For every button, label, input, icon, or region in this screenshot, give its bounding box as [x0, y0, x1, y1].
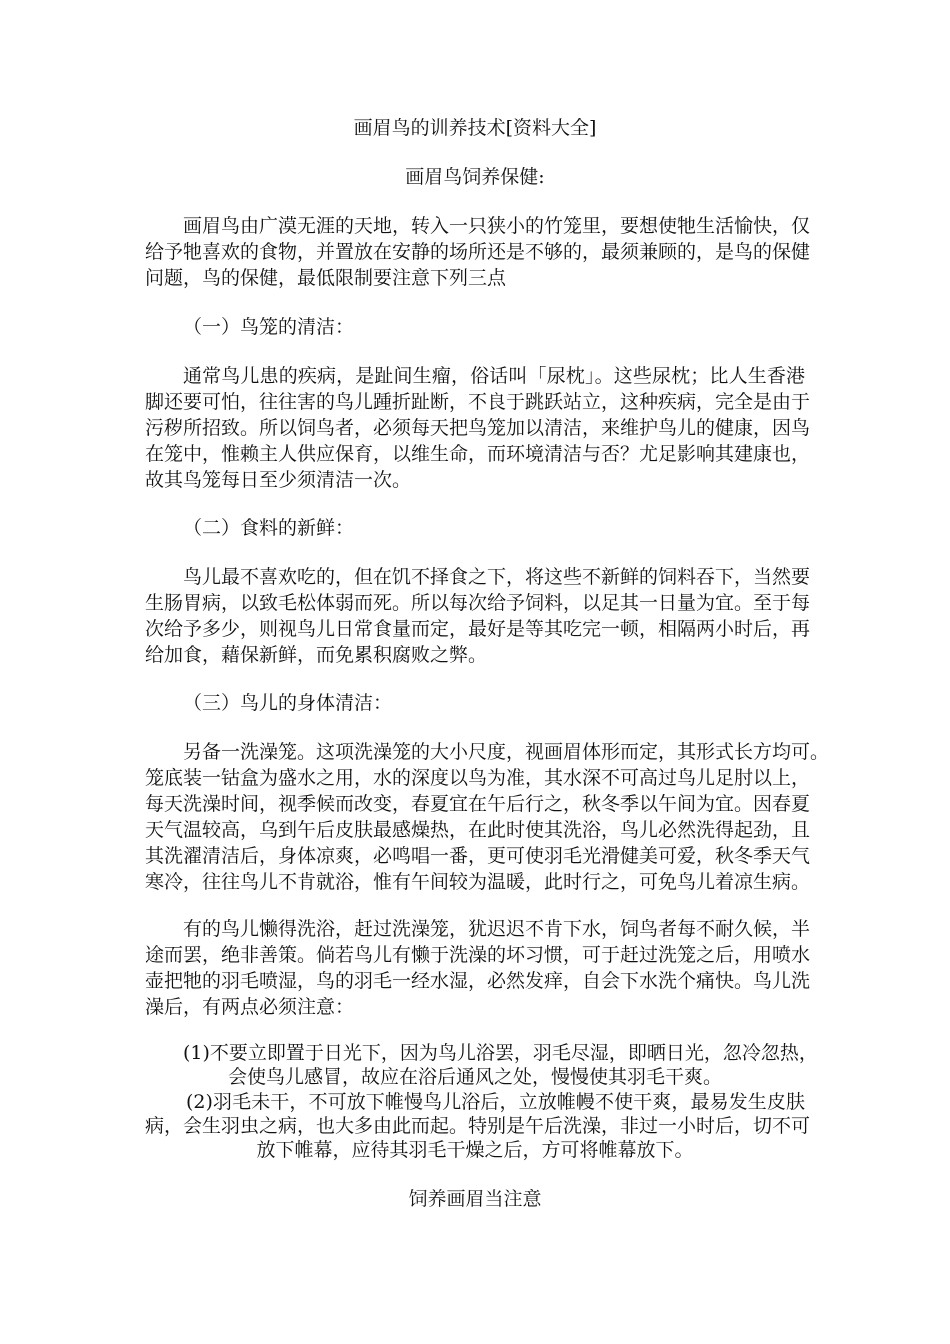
section-3-p2-line-3: 壶把牠的羽毛喷湿，鸟的羽毛一经水湿，必然发痒，自会下水洗个痛快。鸟儿洗	[145, 970, 811, 992]
section-1-line-4: 在笼中，惟赖主人供应保育，以维生命，而环境清洁与否？尤足影响其建康也，	[145, 443, 811, 465]
section-3-p1-line-1: 另备一洗澡笼。这项洗澡笼的大小尺度，视画眉体形而定，其形式长方均可。	[183, 741, 830, 763]
section-2-line-2: 生肠胃病，以致毛松体弱而死。所以每次给予饲料，以足其一日量为宜。至于每	[145, 592, 811, 614]
section-3-heading: （三）鸟儿的身体清洁：	[183, 692, 393, 714]
footer-heading: 饲养画眉当注意	[408, 1188, 542, 1210]
note-2-line-2: 病，会生羽虫之病，也大多由此而起。特别是午后洗澡，非过一小时后，切不可	[145, 1115, 811, 1137]
section-2-heading: （二）食料的新鲜：	[183, 517, 355, 539]
note-1-line-2: 会使鸟儿感冒，故应在浴后通风之处，慢慢使其羽毛干爽。	[227, 1066, 722, 1088]
section-2-line-4: 给加食，藉保新鲜，而免累积腐败之弊。	[145, 644, 488, 666]
note-1-line-1: (1)不要立即置于日光下，因为鸟儿浴罢，羽毛尽湿，即晒日光，忽冷忽热，	[183, 1042, 818, 1064]
document-title: 画眉鸟的训养技术[资料大全]	[353, 117, 597, 139]
section-1-line-3: 污秽所招致。所以饲鸟者，必须每天把鸟笼加以清洁，来维护鸟儿的健康，因鸟	[145, 417, 811, 439]
intro-line-1: 画眉鸟由广漠无涯的天地，转入一只狭小的竹笼里，要想使牠生活愉快，仅	[183, 215, 811, 237]
section-2-line-1: 鸟儿最不喜欢吃的，但在饥不择食之下，将这些不新鲜的饲料吞下，当然要	[183, 566, 811, 588]
section-1-heading: （一）鸟笼的清洁：	[183, 316, 355, 338]
intro-line-3: 问题，鸟的保健，最低限制要注意下列三点	[145, 267, 507, 289]
document-subtitle: 画眉鸟饲养保健:	[405, 166, 545, 188]
section-3-p2-line-4: 澡后，有两点必须注意：	[145, 996, 355, 1018]
section-3-p2-line-2: 途而罢，绝非善策。倘若鸟儿有懒于洗澡的坏习惯，可于赶过洗笼之后，用喷水	[145, 944, 811, 966]
section-2-line-3: 次给予多少，则视鸟儿日常食量而定，最好是等其吃完一顿，相隔两小时后，再	[145, 618, 811, 640]
note-2-line-1: (2)羽毛未干，不可放下帷慢鸟儿浴后，立放帷幔不使干爽，最易发生皮肤	[186, 1091, 805, 1113]
section-3-p1-line-5: 其洗濯清洁后，身体凉爽，必鸣唱一番，更可使羽毛光滑健美可爱，秋冬季天气	[145, 845, 811, 867]
section-3-p1-line-2: 笼底装一钴盒为盛水之用，水的深度以鸟为准，其水深不可高过鸟儿足肘以上，	[145, 767, 811, 789]
section-1-line-2: 脚还要可怕，往往害的鸟儿踵折趾断，不良于跳跃站立，这种疾病，完全是由于	[145, 391, 811, 413]
section-3-p2-line-1: 有的鸟儿懒得洗浴，赶过洗澡笼，犹迟迟不肯下水，饲鸟者每不耐久候，半	[183, 918, 811, 940]
section-1-line-5: 故其鸟笼每日至少须清洁一次。	[145, 469, 412, 491]
section-3-p1-line-3: 每天洗澡时间，视季候而改变，春夏宜在午后行之，秋冬季以午间为宜。因春夏	[145, 793, 811, 815]
section-3-p1-line-6: 寒冷，往往鸟儿不肯就浴，惟有午间较为温暖，此时行之，可免鸟儿着凉生病。	[145, 871, 811, 893]
section-3-p1-line-4: 天气温较高，乌到午后皮肤最感燥热，在此时使其洗浴，鸟儿必然洗得起劲，且	[145, 819, 811, 841]
note-2-line-3: 放下帷幕，应待其羽毛干燥之后，方可将帷幕放下。	[256, 1139, 694, 1161]
section-1-line-1: 通常鸟儿患的疾病，是趾间生瘤，俗话叫「尿枕」。这些尿枕；比人生香港	[183, 365, 805, 387]
intro-line-2: 给予牠喜欢的食物，并置放在安静的场所还是不够的，最须兼顾的，是鸟的保健	[145, 241, 811, 263]
